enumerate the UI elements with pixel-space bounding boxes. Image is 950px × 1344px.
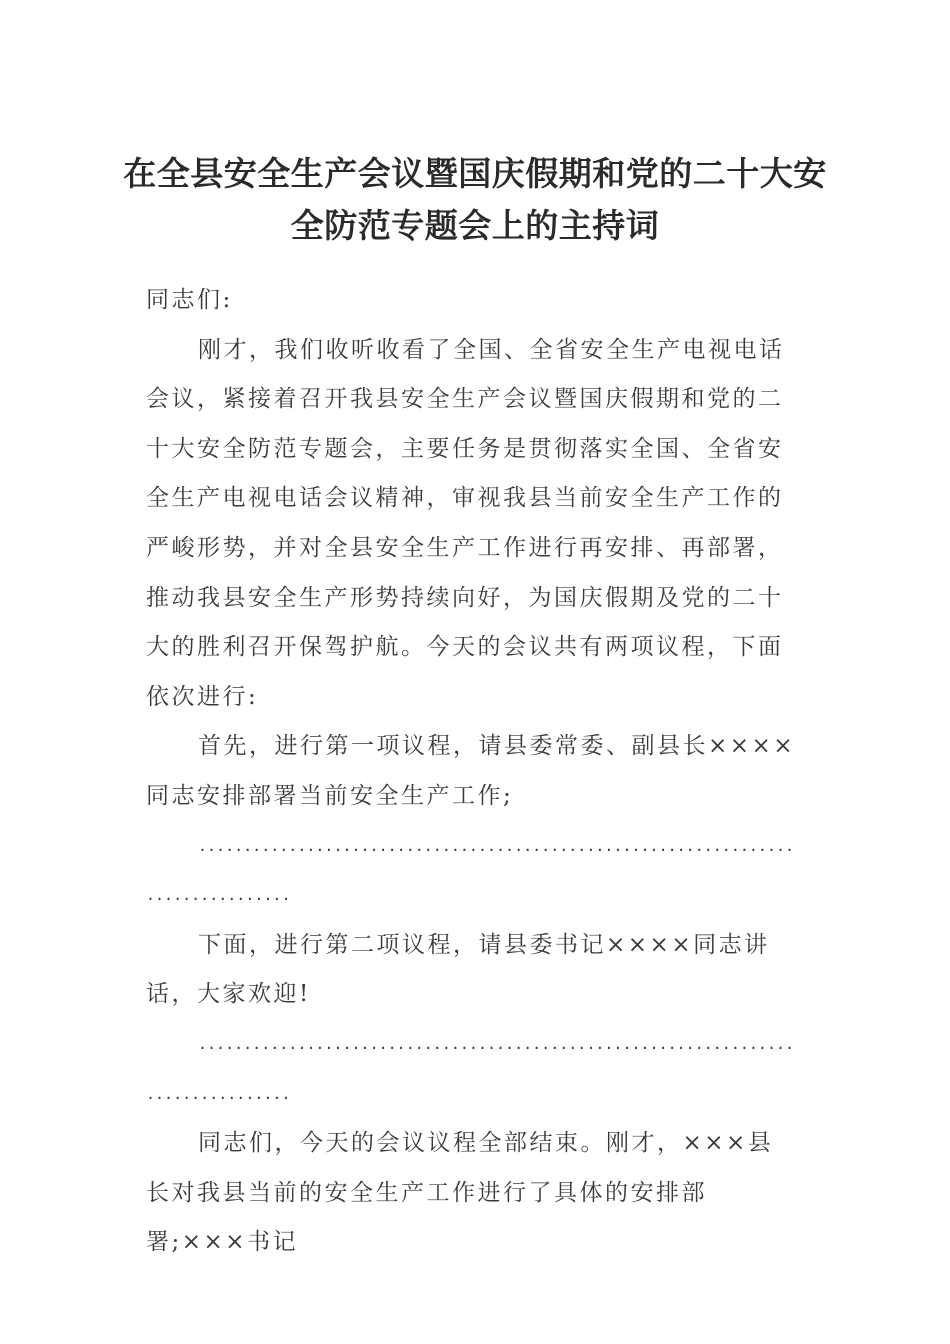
paragraph-opening: 刚才，我们收听收看了全国、全省安全生产电视电话会议，紧接着召开我县安全生产会议暨国庆假期和党的二十大安全防范专题会，主要任务是贯彻落实全国、全省安全生产电视电话会议精神，审视我县当前安全生产工作的严峻形势，并对全县安全生产工作进行再安排、再部署，推动我县安全生产形势持续向好，为国庆假期及党的二十大的胜利召开保驾护航。今天的会议共有两项议程，下面依次进行: [146,336,785,710]
salutation: 同志们: [146,287,233,313]
ellipsis-placeholder: .................................................................................. [146,1034,795,1103]
document-body [146,276,796,1268]
ellipsis-placeholder: .................................................................................. [146,836,795,905]
paragraph-agenda-item-2: 下面，进行第二项议程，请县委书记××××同志讲话，大家欢迎! [146,931,770,1008]
document-title: 在全县安全生产会议暨国庆假期和党的二十大安全防范专题会上的主持词 [123,154,827,245]
paragraph-closing: 同志们，今天的会议议程全部结束。刚才，×××县长对我县当前的安全生产工作进行了具体的安排部署;×××书记 [146,1130,774,1256]
paragraph-agenda-item-1: 首先，进行第一项议程，请县委常委、副县长××××同志安排部署当前安全生产工作; [146,733,796,809]
